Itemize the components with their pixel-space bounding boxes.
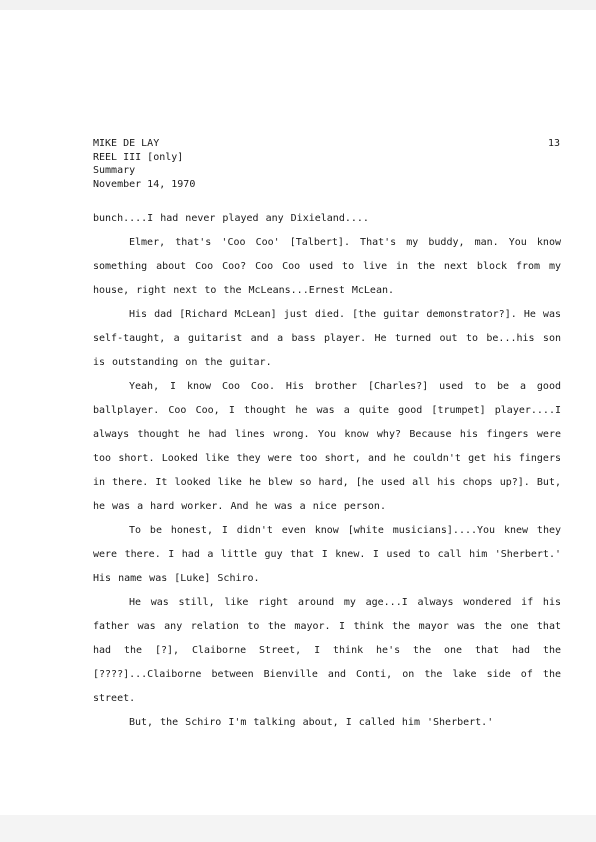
interviewee-name: MIKE DE LAY xyxy=(93,138,160,149)
paragraph: His dad [Richard McLean] just died. [the guitar demonstrator?]. He was self-taught, a guitarist and a bass player. He turned out to be...his son is outstanding on the guitar. xyxy=(93,309,561,368)
paragraph: To be honest, I didn't even know [white musicians]....You knew they were there. I had a little guy that I knew. I used to call him 'Sherbert.' His name was [Luke] Schiro. xyxy=(93,525,561,584)
reel-label: REEL III [only] xyxy=(93,151,184,163)
page-bottom-margin xyxy=(0,815,596,842)
paragraph: But, the Schiro I'm talking about, I called him 'Sherbert.' xyxy=(129,717,494,728)
document-page xyxy=(0,10,596,815)
page-number: 13 xyxy=(547,138,560,149)
interview-date: November 14, 1970 xyxy=(93,178,196,190)
paragraph: Elmer, that's 'Coo Coo' [Talbert]. That's my buddy, man. You know something about Coo Coo? Coo Coo used to live in the next block from my house, right next to the McLeans...Ernest McLean. xyxy=(93,237,561,296)
transcript-body xyxy=(93,207,561,735)
paragraph: He was still, like right around my age...I always wondered if his father was any relation to the mayor. I think the mayor was the one that had the [?], Claiborne Street, I think he's the one that had the [????]...Claiborne between Bienville and Conti, on the lake side of the street. xyxy=(93,597,561,704)
paragraph: Yeah, I know Coo Coo. His brother [Charles?] used to be a good ballplayer. Coo Coo, I thought he was a quite good [trumpet] player....I always thought he had lines wrong. You know why? Because his fingers were too short. Looked like they were too short, and he couldn't get his fingers in there. It looked like he blew so hard, [he used all his chops up?]. But, he was a hard worker. And he was a nice person. xyxy=(93,381,561,512)
transcript-header xyxy=(93,137,195,191)
document-type: Summary xyxy=(93,165,136,176)
paragraph: bunch....I had never played any Dixieland.... xyxy=(93,213,369,224)
